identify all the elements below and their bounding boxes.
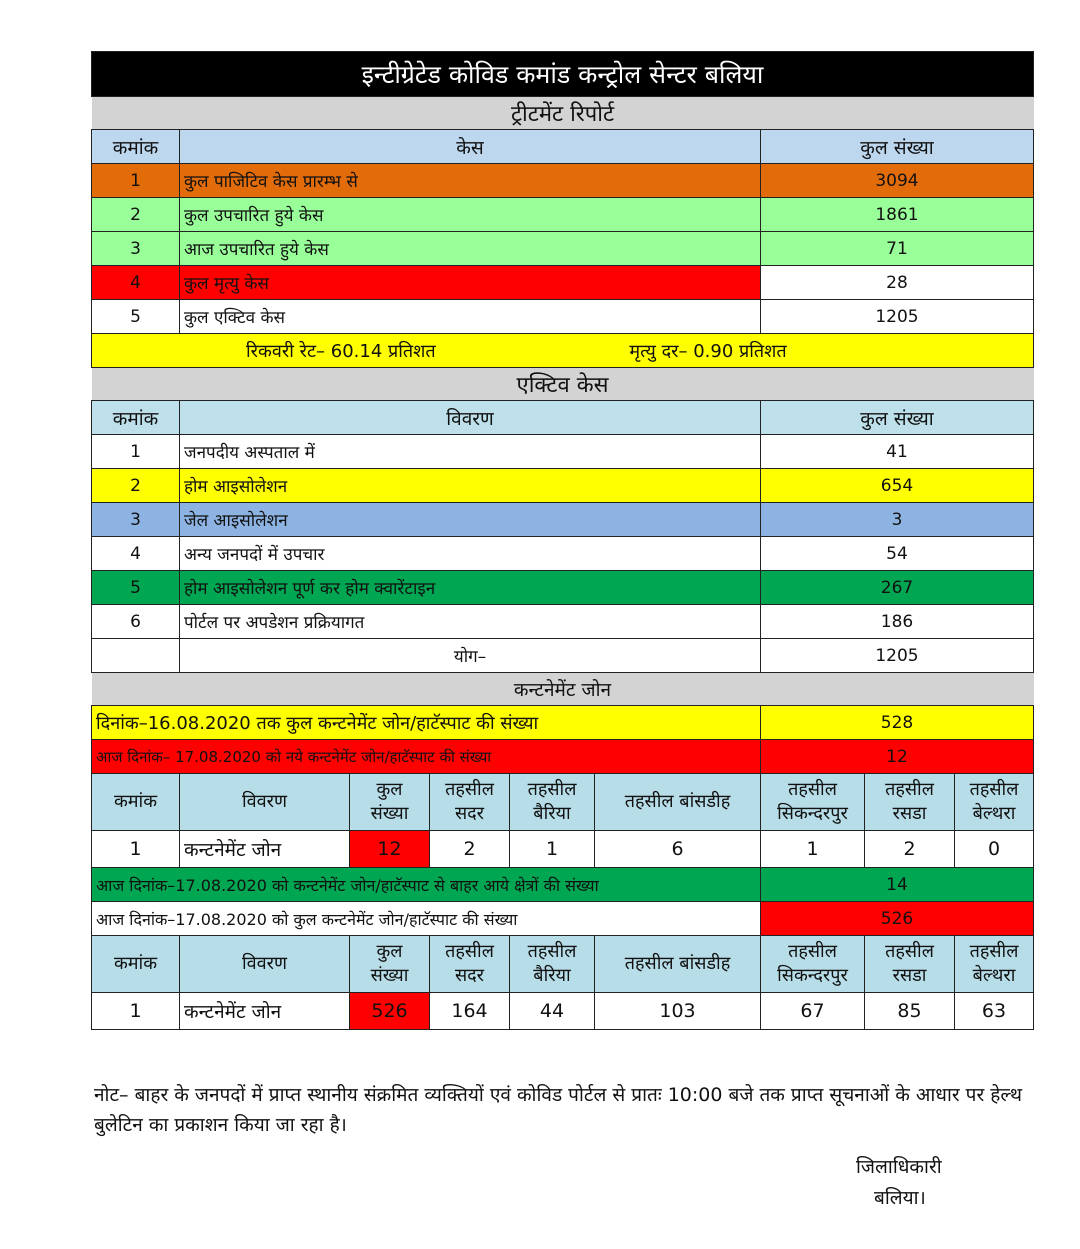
row-value: 41	[761, 435, 1034, 469]
cz1-rasda: 2	[865, 831, 955, 868]
table-row	[92, 435, 1034, 469]
cz1-sikandarpur: 1	[761, 831, 865, 868]
col-bansdih: तहसील बांसडीह	[595, 774, 761, 831]
table-row	[92, 198, 1034, 232]
row-label: होम आइसोलेशन पूर्ण कर होम क्वारेंटाइन	[180, 571, 761, 605]
total-value: 1205	[761, 639, 1034, 673]
col-bairiya: तहसील बैरिया	[510, 936, 595, 993]
col-belthara: तहसील बेल्थरा	[955, 936, 1034, 993]
table-row	[92, 993, 1034, 1030]
table-row	[92, 571, 1034, 605]
row-value: 54	[761, 537, 1034, 571]
treatment-header-row	[92, 130, 1034, 164]
line2-value: 12	[761, 740, 1034, 774]
row-label: आज उपचारित हुये केस	[180, 232, 761, 266]
table-row	[92, 503, 1034, 537]
line3-label: आज दिनांक–17.08.2020 को कन्टनेमेंट जोन/हाटॅस्पाट से बाहर आये क्षेत्रों की संख्या	[92, 868, 761, 902]
cz1-sadar: 2	[430, 831, 510, 868]
row-serial: 2	[92, 198, 180, 232]
line1-value: 528	[761, 706, 1034, 740]
report-table	[91, 51, 1034, 1030]
active-heading: एक्टिव केस	[92, 368, 1034, 401]
row-label: अन्य जनपदों में उपचार	[180, 537, 761, 571]
row-serial: 2	[92, 469, 180, 503]
table-row	[92, 164, 1034, 198]
row-value: 3094	[761, 164, 1034, 198]
line2-label: आज दिनांक– 17.08.2020 को नये कन्टनेमेंट जोन/हाटॅस्पाट की संख्या	[92, 740, 761, 774]
col-desc: विवरण	[180, 774, 350, 831]
col-total: कुल संख्या	[350, 936, 430, 993]
signature-place: बलिया।	[874, 1187, 926, 1209]
total-label: योग–	[180, 639, 761, 673]
table-row	[92, 266, 1034, 300]
row-label: जेल आइसोलेशन	[180, 503, 761, 537]
cz1-belthara: 0	[955, 831, 1034, 868]
cz2-desc: कन्टनेमेंट जोन	[180, 993, 350, 1030]
cz2-total: 526	[350, 993, 430, 1030]
col-serial: कमांक	[92, 936, 180, 993]
row-value: 186	[761, 605, 1034, 639]
containment-line1	[92, 706, 1034, 740]
row-serial: 5	[92, 571, 180, 605]
cz1-bairiya: 1	[510, 831, 595, 868]
cz2-sadar: 164	[430, 993, 510, 1030]
col-serial: कमांक	[92, 774, 180, 831]
line3-value: 14	[761, 868, 1034, 902]
col-sikandarpur: तहसील सिकन्दरपुर	[761, 774, 865, 831]
col-rasda: तहसील रसडा	[865, 774, 955, 831]
containment-line2	[92, 740, 1034, 774]
row-serial: 5	[92, 300, 180, 334]
col-desc: विवरण	[180, 401, 761, 435]
death-rate: मृत्यु दर– 0.90 प्रतिशत	[629, 340, 787, 362]
row-label: होम आइसोलेशन	[180, 469, 761, 503]
col-case: केस	[180, 130, 761, 164]
containment-line3	[92, 868, 1034, 902]
signature-title: जिलाधिकारी	[856, 1156, 942, 1178]
cz1-total: 12	[350, 831, 430, 868]
row-value: 28	[761, 266, 1034, 300]
line4-label: आज दिनांक–17.08.2020 को कुल कन्टनेमेंट जोन/हाटॅस्पाट की संख्या	[92, 902, 761, 936]
table-row	[92, 469, 1034, 503]
row-serial: 1	[92, 164, 180, 198]
cz2-belthara: 63	[955, 993, 1034, 1030]
row-value: 3	[761, 503, 1034, 537]
containment-line4	[92, 902, 1034, 936]
row-value: 267	[761, 571, 1034, 605]
row-value: 71	[761, 232, 1034, 266]
table-row	[92, 300, 1034, 334]
col-belthara: तहसील बेल्थरा	[955, 774, 1034, 831]
table-row	[92, 831, 1034, 868]
col-sadar: तहसील सदर	[430, 774, 510, 831]
col-serial: कमांक	[92, 401, 180, 435]
cz2-bansdih: 103	[595, 993, 761, 1030]
row-serial: 4	[92, 266, 180, 300]
line1-label: दिनांक–16.08.2020 तक कुल कन्टनेमेंट जोन/हाटॅस्पाट की संख्या	[92, 706, 761, 740]
table-row	[92, 232, 1034, 266]
footnote: नोट– बाहर के जनपदों में प्राप्त स्थानीय संक्रमित व्यक्तियों एवं कोविड पोर्टल से प्रातः 10:00 बजे तक प्राप्त सूचनाओं के आधार पर हेल्थ बुलेटिन का प्रकाशन किया जा रहा है।	[94, 1084, 1023, 1136]
row-label: जनपदीय अस्पताल में	[180, 435, 761, 469]
col-total: कुल संख्या	[350, 774, 430, 831]
recovery-rate: रिकवरी रेट– 60.14 प्रतिशत	[246, 340, 436, 362]
cz1-desc: कन्टनेमेंट जोन	[180, 831, 350, 868]
containment-heading: कन्टनेमेंट जोन	[92, 673, 1034, 706]
treatment-heading: ट्रीटमेंट रिपोर्ट	[92, 97, 1034, 130]
col-total: कुल संख्या	[761, 401, 1034, 435]
cz2-rasda: 85	[865, 993, 955, 1030]
row-serial: 6	[92, 605, 180, 639]
col-bansdih: तहसील बांसडीह	[595, 936, 761, 993]
report-title: इन्टीग्रेटेड कोविड कमांड कन्ट्रोल सेन्टर बलिया	[92, 52, 1034, 97]
cz2-bairiya: 44	[510, 993, 595, 1030]
col-desc: विवरण	[180, 936, 350, 993]
active-total-row	[92, 639, 1034, 673]
report-container	[91, 51, 1033, 1030]
row-value: 654	[761, 469, 1034, 503]
col-serial: कमांक	[92, 130, 180, 164]
table-row	[92, 537, 1034, 571]
row-serial: 4	[92, 537, 180, 571]
line4-value: 526	[761, 902, 1034, 936]
row-serial: 1	[92, 435, 180, 469]
row-serial: 3	[92, 232, 180, 266]
rates-row	[92, 334, 1034, 368]
col-rasda: तहसील रसडा	[865, 936, 955, 993]
table-row	[92, 605, 1034, 639]
row-label: कुल उपचारित हुये केस	[180, 198, 761, 232]
row-label: पोर्टल पर अपडेशन प्रक्रियागत	[180, 605, 761, 639]
row-label: कुल एक्टिव केस	[180, 300, 761, 334]
cz2-sikandarpur: 67	[761, 993, 865, 1030]
row-label: कुल मृत्यु केस	[180, 266, 761, 300]
containment-header-row-1	[92, 774, 1034, 831]
cz2-serial: 1	[92, 993, 180, 1030]
col-sikandarpur: तहसील सिकन्दरपुर	[761, 936, 865, 993]
row-label: कुल पाजिटिव केस प्रारम्भ से	[180, 164, 761, 198]
active-header-row	[92, 401, 1034, 435]
row-value: 1205	[761, 300, 1034, 334]
cz1-bansdih: 6	[595, 831, 761, 868]
containment-header-row-2	[92, 936, 1034, 993]
col-sadar: तहसील सदर	[430, 936, 510, 993]
col-bairiya: तहसील बैरिया	[510, 774, 595, 831]
cz1-serial: 1	[92, 831, 180, 868]
row-value: 1861	[761, 198, 1034, 232]
col-total: कुल संख्या	[761, 130, 1034, 164]
row-serial: 3	[92, 503, 180, 537]
